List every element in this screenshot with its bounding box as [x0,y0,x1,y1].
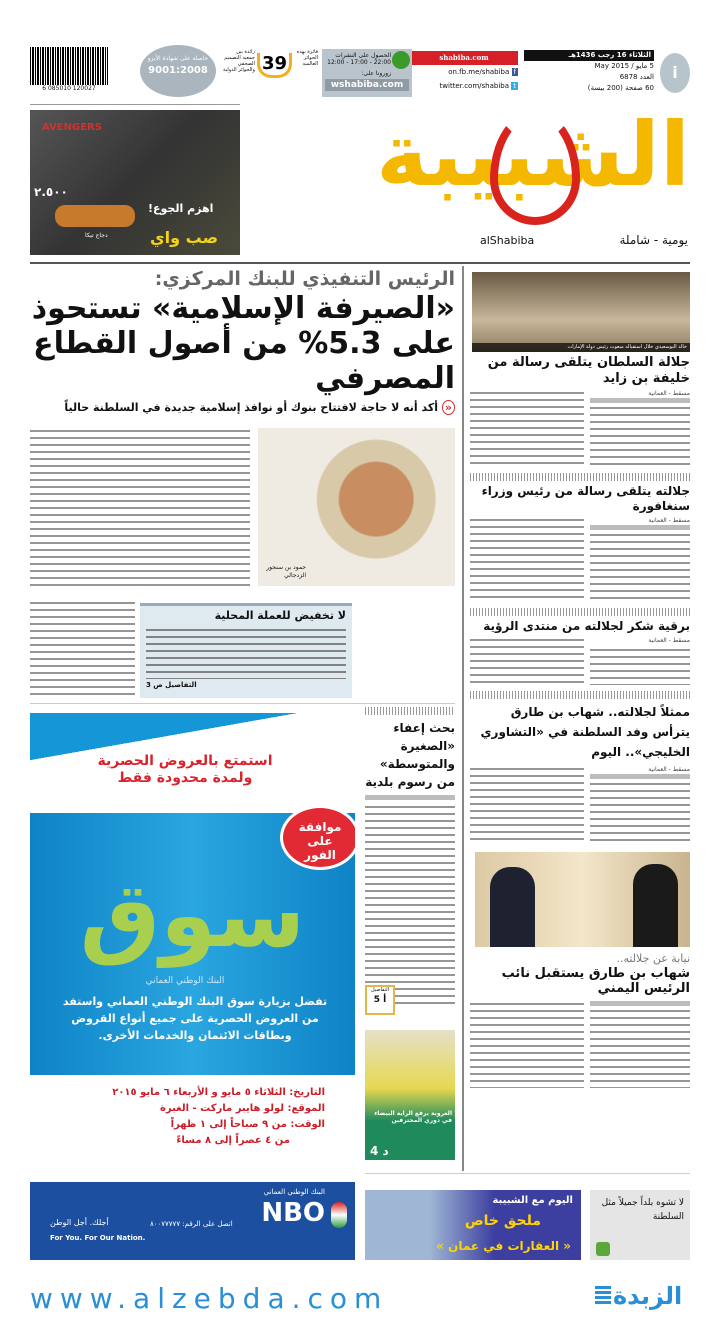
sports-page: 4 د [370,1144,389,1158]
sooq-location: الموقع: لولو هايبر ماركت - الغبرة [159,1103,325,1114]
date-hijri: الثلاثاء 16 رجب 1436هـ [524,50,654,61]
barcode-number: 6 085010 120027 [42,85,96,92]
element [590,390,690,467]
nbo-slogan-ar: أجلك. أجل الوطن [50,1218,109,1227]
article-body-text [470,390,584,467]
article-body-text [590,781,690,846]
article-body-text [590,532,690,602]
jobs-title: الحصول على النشرات [335,52,391,59]
sooq-top-text: استمتع بالعروض الحصرية ولمدة محدودة فقط [97,753,273,786]
supplement-ad[interactable] [365,1190,581,1260]
story-5 [470,952,690,1087]
dateline-bar [590,398,690,403]
date-gregorian: 5 مايو / 2015 May [594,62,654,70]
subway-logo: صب واي [150,228,219,247]
movie-title: AVENGERS [42,122,102,133]
dateline-bar [590,1001,690,1006]
middle-headline[interactable]: بحث إعفاء «الصغيرة والمتوسطة» من رسوم بلدية [365,721,455,789]
element [590,766,690,846]
currency-box [140,603,352,698]
issue-info [524,50,654,94]
divider [365,1173,690,1174]
section-rule [470,608,690,616]
jobs-hours: 22:00 - 17:00 - 12:00 [327,59,391,66]
approval-badge: موافقة على الفور [280,805,355,870]
footer-logo-text: الزبدة [613,1282,683,1310]
sooq-title: سوق [79,863,306,968]
main-kicker: الرئيس التنفيذي للبنك المركزي: [154,268,455,290]
dateline-bar [365,795,455,800]
twitter-icon: t [513,82,516,90]
middle-story [365,707,455,1004]
element [470,766,690,846]
yemen-meeting-photo [475,852,690,947]
dateline-bar [590,525,690,530]
award-text: فائزة بهذه الجوائز العالمية [296,49,318,67]
twitter-text: twitter.com/shabiba [439,82,510,90]
nbo-call: اتصل على الرقم: ٨٠٠٧٧٧٧٧ [150,1220,233,1228]
price: ٢.٥٠٠ [34,185,68,199]
dateline-bar [590,774,690,779]
element [470,390,690,467]
divider [30,104,240,105]
element [590,637,690,685]
jobs-site[interactable]: wshabiba.com [325,79,409,91]
nbo-emblem-icon [331,1202,347,1228]
iso-seal [140,45,216,97]
divider [30,703,455,704]
article-body-text [590,1008,690,1088]
supplement-today: اليوم مع الشبيبة [492,1195,573,1206]
nbo-bank: البنك الوطني العماني [263,1188,325,1196]
dateline: مسقط - العمانية [648,516,690,524]
more-label: التفاصيل [370,987,389,993]
dateline: مسقط - العمانية [648,766,690,774]
main-subhead [30,400,455,416]
section-rule [365,707,455,715]
element [470,517,690,602]
section-rule [470,473,690,481]
more-page: 5 أ [373,995,387,1005]
chevron-icon: « [442,400,455,415]
facebook-icon: f [513,68,516,76]
main-photo [258,428,455,586]
more-box[interactable] [365,985,395,1015]
ad-slogan: اهزم الجوع! [148,202,214,215]
site-link[interactable]: shabiba.com [410,51,518,65]
article-body-text [470,1001,584,1088]
footer-website[interactable]: www.alzebda.com [30,1282,389,1315]
story-headline[interactable]: شهاب بن طارق يستقبل نائب الرئيس اليمني [501,965,690,997]
award-org: رائدة بين جمعية التصميم الصحفي والجوائز الدولية [223,49,255,73]
green-ad[interactable] [590,1190,690,1260]
recycle-icon [596,1242,610,1256]
story-headline[interactable]: ممثلاً لجلالته.. شهاب بن طارق يترأس وفد السلطنة في «التشاوري الخليجي».. اليوم [480,705,690,760]
article-body-text [590,647,690,685]
sooq-time2: من ٤ عصراً إلى ٨ مساءً [176,1135,290,1146]
social-links [410,51,518,93]
main-body-continued [30,600,135,695]
sooq-body: تفضل بزيارة سوق البنك الوطني العماني واستفد من العروض الحصرية على جميع أنواع القروض وبطاقات الائتمان والخدمات الأخرى. [62,995,328,1042]
logo-english: alShabiba [480,234,535,247]
middle-body [365,804,455,1004]
facebook-text: on.fb.me/shabiba [448,68,510,76]
dateline: مسقط - العمانية [648,390,690,398]
element [470,637,690,685]
article-body-text [470,766,584,841]
facebook-link[interactable] [410,65,518,79]
story-1 [470,355,690,467]
divider [30,262,690,264]
menu-lines-icon [595,1286,611,1304]
sports-photo[interactable] [365,1030,455,1160]
main-body [30,428,250,586]
twitter-link[interactable] [410,79,518,93]
article-body-text [470,517,584,602]
photo-caption: حمود بن سنجور الزدجالي [266,564,306,579]
subway-ad[interactable] [30,110,240,255]
issue-number: العدد 6878 [619,73,654,81]
sooq-ad[interactable] [30,713,355,1168]
award-number: 39 [257,53,292,78]
sandwich-image [55,205,135,227]
element [590,517,690,602]
article-body-text [470,637,584,685]
whatsapp-icon [392,51,410,69]
iso-number: 9001:2008 [148,65,208,76]
photo-figure [633,864,678,947]
right-column [470,272,690,1094]
supplement-subtitle: « العقارات في عمان » [436,1239,571,1253]
main-story-header [30,268,455,416]
logo-arabic: الشبيبة [376,103,690,206]
main-subhead-text: أكد أنه لا حاجة لافتتاح بنوك أو نوافذ إسلامية جديدة في السلطنة حالياً [64,401,439,414]
element [470,1001,690,1088]
iso-text: حاصلة على شهادة الأيزو [147,55,209,62]
story-headline[interactable]: جلالته يتلقى رسالة من رئيس وزراء سنغافورة [481,484,690,513]
awards-badge [223,49,318,97]
barcode [30,47,108,95]
supplement-title: ملحق خاص [464,1213,541,1229]
info-icon: i [660,53,690,93]
nbo-slogan-en: For You. For Our Nation. [50,1234,146,1242]
box-more-link[interactable]: التفاصيل ص 3 [146,681,197,690]
story-headline[interactable]: برقية شكر لجلالته من منتدى الرؤية [483,618,690,633]
story-2 [470,484,690,602]
sooq-details [50,1085,325,1149]
photo-caption: خالد البوسعيدي خلال استقباله مبعوث رئيس دولة الإمارات [472,343,690,352]
masthead-logo [290,103,690,228]
header-bar [30,45,690,100]
sports-caption: العروبة يرفع الراية البيضاء في دوري المحترفين [374,1110,452,1124]
box-body [146,627,346,679]
dateline: مسقط - العمانية [648,637,690,645]
jobs-box [322,49,412,97]
tagline: يومية - شاملة [619,233,688,247]
green-ad-text: لا تشوه بلداً جميلاً مثل السلطنة [601,1198,684,1222]
main-headline[interactable]: «الصيرفة الإسلامية» تستحوذ على 5.3% من أصول القطاع المصرفي [31,291,455,396]
photo-figure [490,867,535,947]
element [590,1001,690,1088]
section-rule [470,691,690,699]
jobs-visit: زورونا على: [361,70,391,77]
story-kicker: نيابة عن جلالته.. [616,952,690,966]
sultan-photo [472,272,690,352]
column-divider [462,266,464,1171]
footer-logo [595,1280,682,1312]
nbo-ad[interactable] [30,1182,355,1260]
page-count: 60 صفحة (200 بيسة) [587,84,654,92]
nbo-logo: NBO [261,1198,325,1228]
story-headline[interactable]: جلالة السلطان يتلقى رسالة من خليفة بن زايد [487,355,690,386]
ad-item: دجاج تيكا [85,232,108,239]
barcode-bars [30,47,108,85]
story-3 [470,619,690,685]
article-body-text [590,405,690,467]
sooq-time1: الوقت: من ٩ صباحاً إلى ١ ظهراً [170,1119,325,1130]
box-title: لا تخفيض للعملة المحلية [214,609,346,622]
sooq-date: التاريخ: الثلاثاء ٥ مايو و الأربعاء ٦ مايو ٢٠١٥ [112,1087,325,1098]
sooq-bank: البنك الوطني العماني [145,976,225,986]
story-4 [470,702,690,846]
